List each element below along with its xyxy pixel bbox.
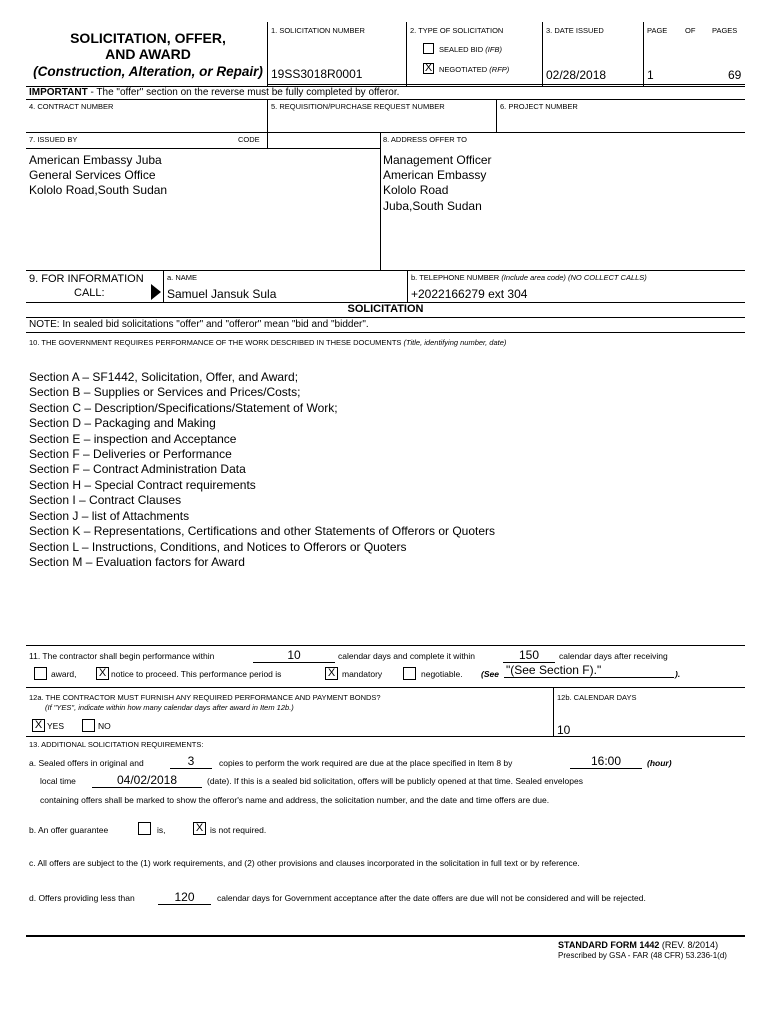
of-label: OF xyxy=(685,26,696,35)
award-checkbox[interactable] xyxy=(34,667,47,680)
see-close: ). xyxy=(675,669,681,679)
solicitation-heading: SOLICITATION xyxy=(347,303,424,315)
mandatory-label: mandatory xyxy=(342,669,383,679)
date-field[interactable]: 04/02/2018 xyxy=(92,774,202,788)
guarantee-required-checkbox[interactable] xyxy=(138,822,151,835)
solicitation-number-label: 1. SOLICITATION NUMBER xyxy=(271,26,365,35)
ntp-label: notice to proceed. This performance period is xyxy=(111,669,282,679)
item13a-text: containing offers shall be marked to show the offeror's name and address, the solicitation number, and the date and time offers are due. xyxy=(40,795,550,805)
negotiable-label: negotiable. xyxy=(421,669,463,679)
sealed-bid-label: SEALED BID (IFB) xyxy=(439,45,502,54)
prescribed-by: Prescribed by GSA - FAR (48 CFR) 53.236-1(d) xyxy=(558,951,727,960)
pages-label: PAGES xyxy=(712,26,738,35)
address-line: Management Officer xyxy=(383,153,492,167)
copies-field[interactable]: 3 xyxy=(170,755,212,769)
address-line: American Embassy xyxy=(383,168,487,182)
item13a-text: (date). If this is a sealed bid solicitation, offers will be publicly opened at that time. Sealed envelopes xyxy=(207,776,583,786)
list-item: Section A – SF1442, Solicitation, Offer, and Award; xyxy=(29,370,299,384)
list-item: Section J – list of Attachments xyxy=(29,509,190,523)
list-item: Section D – Packaging and Making xyxy=(29,416,216,430)
item12b-label: 12b. CALENDAR DAYS xyxy=(557,693,637,702)
award-label: award, xyxy=(51,669,77,679)
list-item: Section M – Evaluation factors for Award xyxy=(29,555,245,569)
negotiated-label: NEGOTIATED (RFP) xyxy=(439,65,510,74)
list-item: Section B – Supplies or Services and Prices/Costs; xyxy=(29,385,301,399)
list-item: Section L – Instructions, Conditions, and Notices to Offerors or Quoters xyxy=(29,540,407,554)
item13-label: 13. ADDITIONAL SOLICITATION REQUIREMENTS: xyxy=(29,740,204,749)
complete-days-field[interactable]: 150 xyxy=(503,649,555,663)
calendar-days-value: 10 xyxy=(557,723,571,737)
list-item: Section H – Special Contract requirements xyxy=(29,478,256,492)
title-line-1: SOLICITATION, OFFER, xyxy=(70,30,226,46)
date-issued-label: 3. DATE ISSUED xyxy=(546,26,604,35)
item11-text: calendar days after receiving xyxy=(559,651,668,661)
guarantee-not-required-checkbox[interactable]: X xyxy=(193,822,206,835)
name-label: a. NAME xyxy=(167,273,198,282)
list-item: Section I – Contract Clauses xyxy=(29,493,182,507)
issued-by-label: 7. ISSUED BY xyxy=(29,135,78,144)
issued-by-line: American Embassy Juba xyxy=(29,153,162,167)
item13a-text: a. Sealed offers in original and xyxy=(29,758,144,768)
item13a-text: copies to perform the work required are due at the place specified in Item 8 by xyxy=(219,758,513,768)
notice-to-proceed-checkbox[interactable]: X xyxy=(96,667,109,680)
is-label: is, xyxy=(157,825,166,835)
pages-value: 69 xyxy=(728,68,742,82)
page-value: 1 xyxy=(647,68,654,82)
list-item: Section E – inspection and Acceptance xyxy=(29,432,237,446)
acceptance-days-field[interactable]: 120 xyxy=(158,891,211,905)
item13d-text: calendar days for Government acceptance after the date offers are due will not be considered and will be rejected. xyxy=(217,893,646,903)
contract-number-label: 4. CONTRACT NUMBER xyxy=(29,102,114,111)
begin-days-field[interactable]: 10 xyxy=(253,649,335,663)
see-section-field[interactable]: "(See Section F)." xyxy=(504,664,674,678)
item12a-label: 12a. THE CONTRACTOR MUST FURNISH ANY REQUIRED PERFORMANCE AND PAYMENT BONDS? xyxy=(29,693,381,702)
not-required-label: is not required. xyxy=(210,825,267,835)
no-label: NO xyxy=(98,721,111,731)
page-label: PAGE xyxy=(647,26,668,35)
local-time-label: local time xyxy=(40,776,76,786)
form-number: STANDARD FORM 1442 (REV. 8/2014) xyxy=(558,940,719,950)
title-line-2: AND AWARD xyxy=(105,46,191,62)
hour-label: (hour) xyxy=(647,758,672,768)
important-notice: IMPORTANT - The "offer" section on the reverse must be fully completed by offeror. xyxy=(29,87,400,98)
divider xyxy=(542,22,543,86)
item13c-text: c. All offers are subject to the (1) work requirements, and (2) other provisions and clauses incorporated in the solicitation in full text or by reference. xyxy=(29,858,580,868)
bonds-yes-checkbox[interactable]: X xyxy=(32,719,45,732)
info-label: 9. FOR INFORMATION xyxy=(29,273,144,285)
project-number-label: 6. PROJECT NUMBER xyxy=(500,102,578,111)
divider xyxy=(643,22,644,86)
list-item: Section F – Deliveries or Performance xyxy=(29,447,232,461)
code-label: CODE xyxy=(238,135,260,144)
list-item: Section F – Contract Administration Data xyxy=(29,462,246,476)
arrow-right-icon xyxy=(151,284,161,300)
yes-label: YES xyxy=(47,721,65,731)
name-value: Samuel Jansuk Sula xyxy=(167,287,277,301)
sealed-bid-checkbox[interactable] xyxy=(423,43,434,54)
negotiated-checkbox[interactable]: X xyxy=(424,62,433,74)
negotiable-checkbox[interactable] xyxy=(403,667,416,680)
item12a-sub: (If "YES", indicate within how many calendar days after award in Item 12b.) xyxy=(45,703,294,712)
solicitation-note: NOTE: In sealed bid solicitations "offer" and "offeror" mean "bid and "bidder". xyxy=(29,319,369,330)
address-line: Juba,South Sudan xyxy=(383,199,482,213)
info-call-label: CALL: xyxy=(74,287,105,299)
solicitation-type-label: 2. TYPE OF SOLICITATION xyxy=(410,26,504,35)
title-line-3: (Construction, Alteration, or Repair) xyxy=(33,64,263,79)
requisition-number-label: 5. REQUISITION/PURCHASE REQUEST NUMBER xyxy=(271,102,445,111)
item13d-text: d. Offers providing less than xyxy=(29,893,135,903)
item11-text: calendar days and complete it within xyxy=(338,651,476,661)
address-offer-label: 8. ADDRESS OFFER TO xyxy=(383,135,467,144)
divider xyxy=(406,22,407,86)
phone-label: b. TELEPHONE NUMBER (Include area code) (NO COLLECT CALLS) xyxy=(411,273,647,282)
list-item: Section C – Description/Specifications/Statement of Work; xyxy=(29,401,338,415)
see-label: (See xyxy=(481,669,499,679)
hour-field[interactable]: 16:00 xyxy=(570,755,642,769)
issued-by-line: General Services Office xyxy=(29,168,156,182)
address-line: Kololo Road xyxy=(383,183,449,197)
item13b-text: b. An offer guarantee xyxy=(29,825,109,835)
issued-by-line: Kololo Road,South Sudan xyxy=(29,183,168,197)
item10-label: 10. THE GOVERNMENT REQUIRES PERFORMANCE OF THE WORK DESCRIBED IN THESE DOCUMENTS (Title, identifying number, date) xyxy=(29,338,507,347)
date-issued-value: 02/28/2018 xyxy=(546,68,607,82)
mandatory-checkbox[interactable]: X xyxy=(325,667,338,680)
list-item: Section K – Representations, Certifications and other Statements of Offerors or Quoters xyxy=(29,524,496,538)
solicitation-number-value: 19SS3018R0001 xyxy=(271,67,363,81)
item11-text: 11. The contractor shall begin performance within xyxy=(29,651,215,661)
divider xyxy=(267,22,268,86)
phone-value: +2022166279 ext 304 xyxy=(411,287,528,301)
bonds-no-checkbox[interactable] xyxy=(82,719,95,732)
